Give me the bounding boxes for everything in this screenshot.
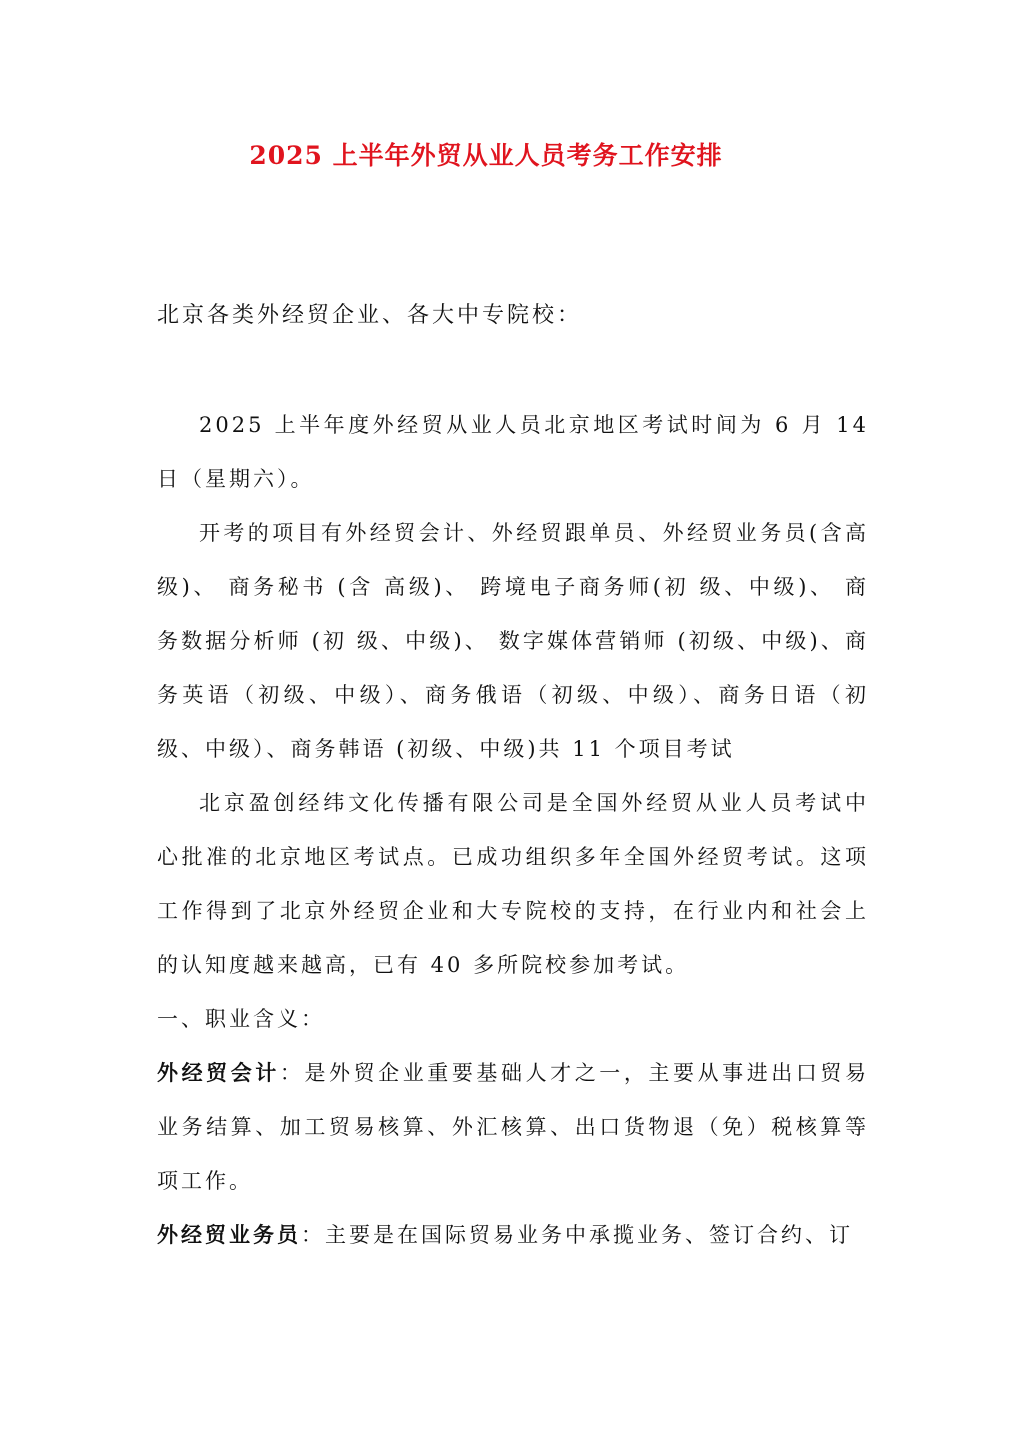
definition-accountant <box>157 1046 869 1208</box>
definition-text: 主要是在国际贸易业务中承揽业务、签订合约、订 <box>325 1223 853 1247</box>
document-body <box>157 398 869 1262</box>
definition-separator: ： <box>279 1061 305 1085</box>
definition-term: 外经贸会计 <box>157 1060 280 1085</box>
salutation: 北京各类外经贸企业、各大中专院校： <box>157 303 583 328</box>
definition-text: 是外贸企业重要基础人才之一，主要从事进出口贸易业务结算、加工贸易核算、外汇核算、出口货物退（免）税核算等项工作。 <box>157 1061 870 1193</box>
definition-term: 外经贸业务员 <box>157 1222 301 1247</box>
paragraph-exam-date: 2025 上半年度外经贸从业人员北京地区考试时间为 6 月 14 日（星期六）。 <box>157 413 869 491</box>
paragraph-exam-subjects: 开考的项目有外经贸会计、外经贸跟单员、外经贸业务员(含高级)、 商务秘书 (含 高级)、 跨境电子商务师(初 级、中级)、 商务数据分析师 (初 级、中级)、 数字媒体营销师 (初级、中级)、商务英语（初级、中级）、商务俄语（初级、中级）、商务日语（初级、中级）、商务韩语 (初级、中级)共 11 个项目考试 <box>157 521 869 761</box>
definition-separator: ： <box>301 1223 325 1247</box>
document-title: 2025 上半年外贸从业人员考务工作安排 <box>249 141 723 170</box>
paragraph-organizer: 北京盈创经纬文化传播有限公司是全国外经贸从业人员考试中心批准的北京地区考试点。已成功组织多年全国外经贸考试。这项工作得到了北京外经贸企业和大专院校的支持，在行业内和社会上的认知度越来越高，已有 40 多所院校参加考试。 <box>157 791 869 977</box>
section-heading: 一、职业含义： <box>157 1007 325 1031</box>
definition-salesperson <box>157 1208 869 1262</box>
